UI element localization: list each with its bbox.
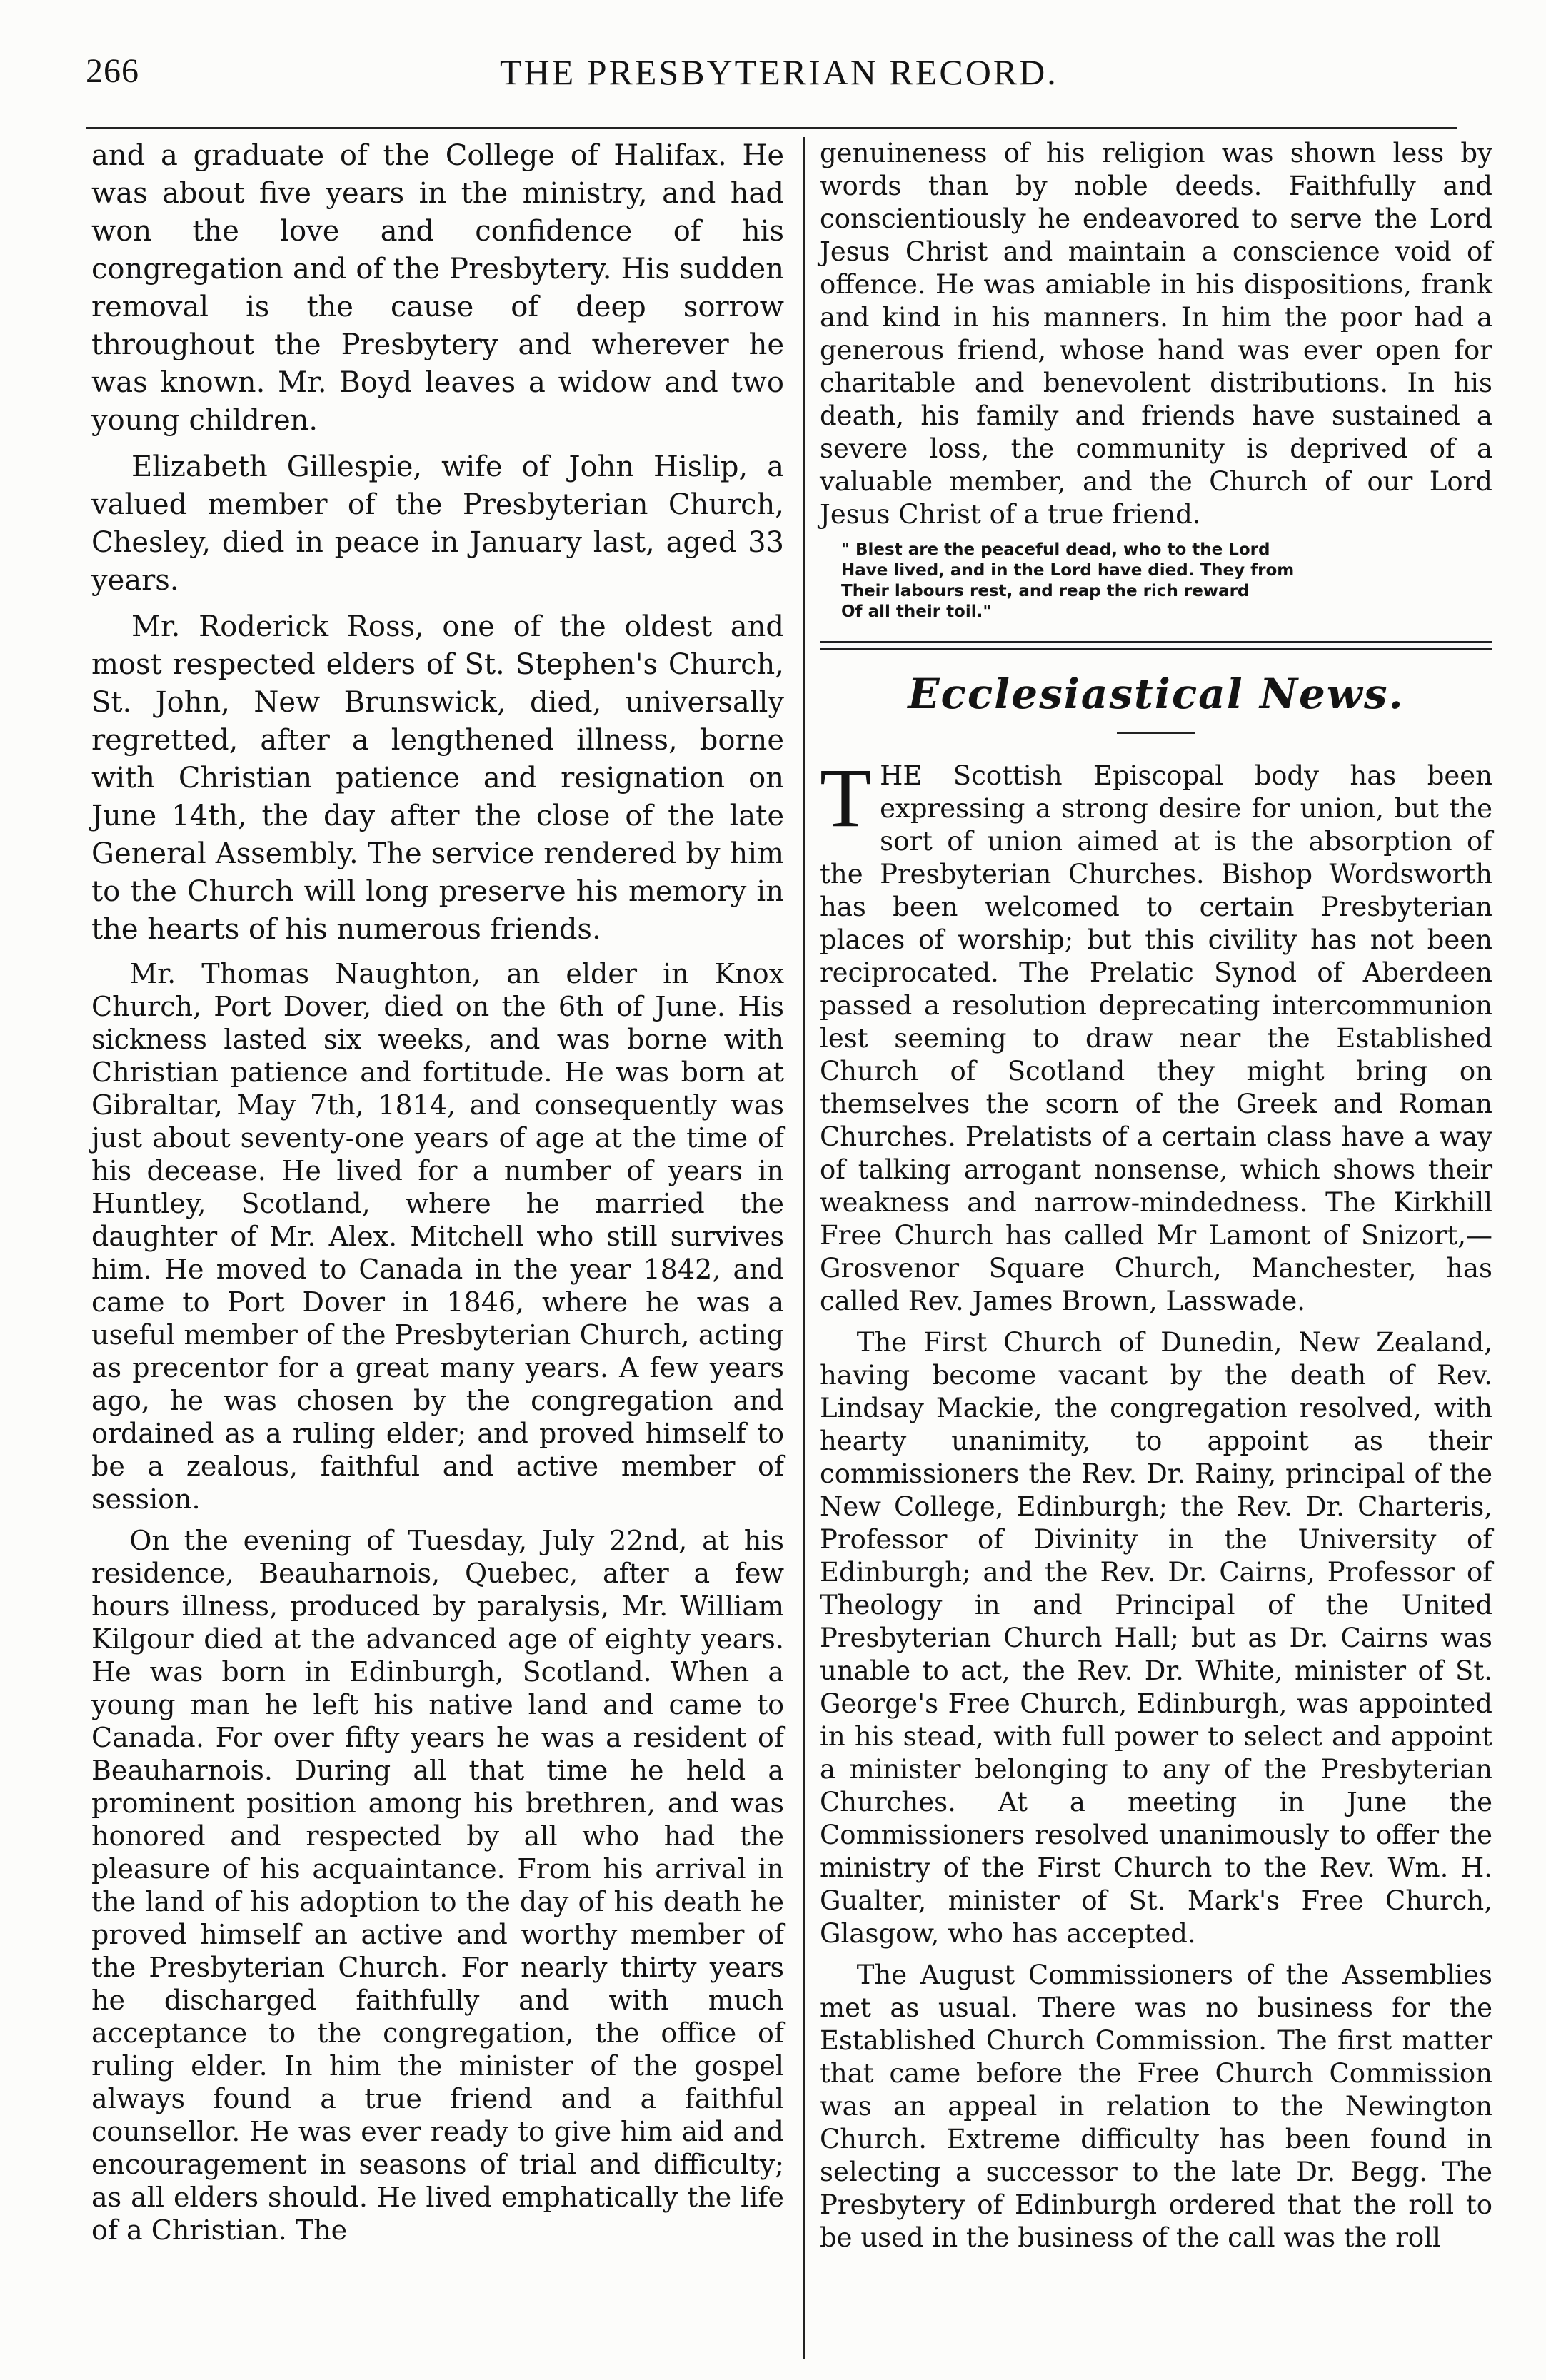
verse-line: Have lived, and in the Lord have died. They from bbox=[841, 561, 1295, 580]
header-rule bbox=[86, 127, 1457, 129]
right-column bbox=[820, 137, 1492, 2263]
news-dunedin: The First Church of Dunedin, New Zealand, having become vacant by the death of Rev. Lindsay Mackie, the congregation resolved, with hearty unanimity, to appoint as their commissioners the Rev. Dr. Rainy, principal of the New College, Edinburgh; the Rev. Dr. Charteris, Professor of Divinity in the University of Edinburgh; and the Rev. Dr. Cairns, Professor of Theology in and Principal of the United Presbyterian Church Hall; but as Dr. Cairns was unable to act, the Rev. Dr. White, minister of St. George's Free Church, Edinburgh, was appointed in his stead, with full power to select and appoint a minister belonging to any of the Presbyterian Churches. At a meeting in June the Commissioners resolved unanimously to offer the ministry of the First Church to the Rev. Wm. H. Gualter, minister of St. Mark's Free Church, Glasgow, who has accepted. bbox=[820, 1327, 1492, 1949]
obituary-kilgour: On the evening of Tuesday, July 22nd, at his residence, Beauharnois, Quebec, after a few hours illness, produced by paralysis, Mr. William Kilgour died at the advanced age of eighty years. He was born in Edinburgh, Scotland. When a young man he left his native land and came to Canada. For over fifty years he was a resident of Beauharnois. During all that time he held a prominent position among his brethren, and was honored and respected by all who had the pleasure of his acquaintance. From his arrival in the land of his adoption to the day of his death he proved himself an active and worthy member of the Presbyterian Church. For nearly thirty years he discharged faithfully and with much acceptance to the congregation, the office of ruling elder. In him the minister of the gospel always found a true friend and a faithful counsellor. He was ever ready to give him aid and encouragement in seasons of trial and difficulty; as all elders should. He lived emphatically the life of a Christian. The bbox=[91, 1525, 784, 2246]
heading-rule bbox=[1117, 732, 1195, 734]
verse-line: Their labours rest, and reap the rich reward bbox=[841, 582, 1250, 600]
verse-line: " Blest are the peaceful dead, who to the Lord bbox=[841, 540, 1270, 559]
running-header bbox=[86, 51, 1457, 109]
obituary-kilgour-continued: genuineness of his religion was shown less by words than by noble deeds. Faithfully and conscientiously he endeavored to serve the Lord Jesus Christ and maintain a conscience void of offence. He was amiable in his dispositions, frank and kind in his manners. In him the poor had a generous friend, whose hand was ever open for charitable and benevolent distributions. In his death, his family and friends have sustained a severe loss, the community is deprived of a valuable member, and the Church of our Lord Jesus Christ of a true friend. bbox=[820, 138, 1492, 530]
obituary-naughton: Mr. Thomas Naughton, an elder in Knox Church, Port Dover, died on the 6th of June. His sickness lasted six weeks, and was borne with Christian patience and fortitude. He was born at Gibraltar, May 7th, 1814, and consequently was just about seventy-one years of age at the time of his decease. He lived for a number of years in Huntley, Scotland, where he married the daughter of Mr. Alex. Mitchell who still survives him. He moved to Canada in the year 1842, and came to Port Dover in 1846, where he was a useful member of the Presbyterian Church, acting as precentor for a great many years. A few years ago, he was chosen by the congregation and ordained as a ruling elder; and proved himself to be a zealous, faithful and active member of session. bbox=[91, 958, 784, 1515]
obituary-gillespie: Elizabeth Gillespie, wife of John Hislip, a valued member of the Presbyterian Church, Chesley, died in peace in January last, aged 33 years. bbox=[91, 450, 784, 597]
left-column bbox=[91, 137, 784, 2255]
section-divider bbox=[820, 641, 1492, 650]
column-divider bbox=[803, 137, 805, 2359]
running-title: THE PRESBYTERIAN RECORD. bbox=[500, 52, 1058, 92]
verse-line: Of all their toil." bbox=[841, 602, 992, 621]
section-heading: Ecclesiastical News. bbox=[908, 670, 1405, 718]
obituary-ross: Mr. Roderick Ross, one of the oldest and most respected elders of St. Stephen's Church, St. John, New Brunswick, died, universally regretted, after a lengthened illness, borne with Christian patience and resignation on June 14th, the day after the close of the late General Assembly. The service rendered by him to the Church will long preserve his memory in the hearts of his numerous friends. bbox=[91, 610, 784, 946]
news-episcopal-union-text: HE Scottish Episcopal body has been expressing a strong desire for union, but the sort of union aimed at is the absorption of the Presbyterian Churches. Bishop Wordsworth has been welcomed to certain Presbyterian places of worship; but this civility has not been reciprocated. The Prelatic Synod of Aberdeen passed a resolution deprecating intercommunion lest seeming to draw near the Established Church of Scotland they might bring on themselves the scorn of the Greek and Roman Churches. Prelatists of a certain class have a way of talking arrogant nonsense, which shows their weakness and narrow-mindedness. The Kirkhill Free Church has called Mr Lamont of Snizort,—Grosvenor Square Church, Manchester, has called Rev. James Brown, Lasswade. bbox=[820, 760, 1492, 1316]
obituary-boyd-end: and a graduate of the College of Halifax. He was about five years in the ministry, and had won the love and confidence of his congregation and of the Presbytery. His sudden removal is the cause of deep sorrow throughout the Presbytery and wherever he was known. Mr. Boyd leaves a widow and two young children. bbox=[91, 139, 784, 437]
drop-cap: T bbox=[820, 751, 872, 844]
epitaph-verse bbox=[841, 540, 1492, 622]
news-episcopal-union bbox=[820, 751, 1492, 1318]
news-august-commissions: The August Commissioners of the Assemblies met as usual. There was no business for the Established Church Commission. The first matter that came before the Free Church Commission was an appeal in relation to the Newington Church. Extreme difficulty has been found in selecting a successor to the late Dr. Begg. The Presbytery of Edinburgh ordered that the roll to be used in the business of the call was the roll bbox=[820, 1960, 1492, 2253]
page-number: 266 bbox=[86, 52, 139, 90]
